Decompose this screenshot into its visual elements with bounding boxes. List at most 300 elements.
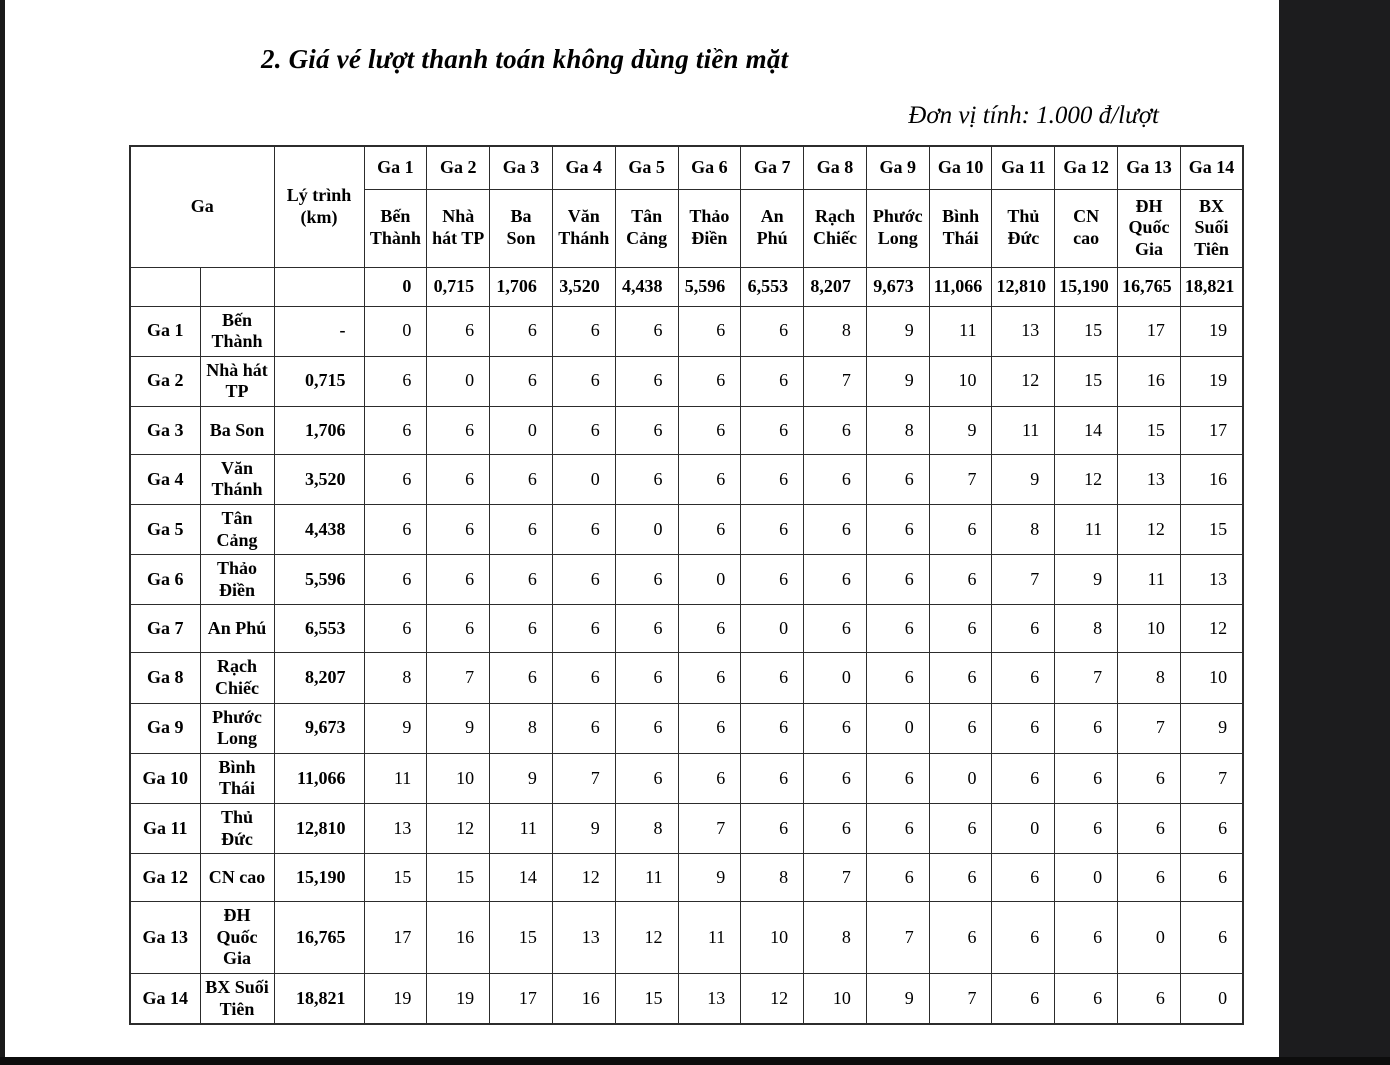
fare-cell-13-11: 6 [992, 902, 1055, 974]
fare-cell-2-2: 0 [427, 356, 490, 406]
fare-cell-10-13: 6 [1118, 753, 1181, 803]
row-code-cell: Ga 14 [130, 973, 200, 1024]
fare-cell-7-5: 6 [615, 605, 678, 653]
fare-cell-6-10: 6 [929, 555, 992, 605]
col-station-14: BX Suối Tiên [1180, 189, 1243, 267]
fare-cell-6-14: 13 [1180, 555, 1243, 605]
fare-cell-12-5: 11 [615, 854, 678, 902]
distance-row-cell-9: 9,673 [866, 267, 929, 306]
fare-cell-9-10: 6 [929, 703, 992, 753]
fare-cell-13-3: 15 [490, 902, 553, 974]
distance-row-cell-8: 8,207 [804, 267, 867, 306]
fare-cell-2-5: 6 [615, 356, 678, 406]
fare-cell-4-1: 6 [364, 454, 427, 504]
fare-cell-4-10: 7 [929, 454, 992, 504]
fare-cell-14-13: 6 [1118, 973, 1181, 1024]
fare-cell-14-11: 6 [992, 973, 1055, 1024]
fare-cell-5-1: 6 [364, 505, 427, 555]
row-code-cell: Ga 1 [130, 306, 200, 356]
fare-cell-9-11: 6 [992, 703, 1055, 753]
table-row [130, 505, 1243, 555]
fare-cell-4-4: 0 [552, 454, 615, 504]
fare-cell-9-4: 6 [552, 703, 615, 753]
fare-cell-1-12: 15 [1055, 306, 1118, 356]
fare-cell-11-9: 6 [866, 804, 929, 854]
fare-cell-7-9: 6 [866, 605, 929, 653]
fare-cell-10-7: 6 [741, 753, 804, 803]
fare-cell-13-7: 10 [741, 902, 804, 974]
fare-cell-1-10: 11 [929, 306, 992, 356]
fare-cell-14-4: 16 [552, 973, 615, 1024]
row-station-cell: Rạch Chiếc [200, 653, 274, 703]
col-code-9: Ga 9 [866, 146, 929, 189]
fare-cell-6-11: 7 [992, 555, 1055, 605]
row-station-cell: ĐH Quốc Gia [200, 902, 274, 974]
fare-cell-5-5: 0 [615, 505, 678, 555]
fare-cell-7-12: 8 [1055, 605, 1118, 653]
fare-cell-9-3: 8 [490, 703, 553, 753]
row-station-cell: CN cao [200, 854, 274, 902]
fare-cell-7-2: 6 [427, 605, 490, 653]
fare-cell-3-9: 8 [866, 406, 929, 454]
fare-cell-12-1: 15 [364, 854, 427, 902]
fare-cell-2-9: 9 [866, 356, 929, 406]
fare-cell-4-12: 12 [1055, 454, 1118, 504]
fare-cell-10-2: 10 [427, 753, 490, 803]
col-station-7: An Phú [741, 189, 804, 267]
fare-cell-4-8: 6 [804, 454, 867, 504]
fare-cell-13-2: 16 [427, 902, 490, 974]
distance-row-cell-12: 15,190 [1055, 267, 1118, 306]
row-distance-cell: 6,553 [274, 605, 364, 653]
fare-cell-13-14: 6 [1180, 902, 1243, 974]
fare-cell-1-3: 6 [490, 306, 553, 356]
fare-cell-4-2: 6 [427, 454, 490, 504]
fare-cell-6-12: 9 [1055, 555, 1118, 605]
fare-cell-4-13: 13 [1118, 454, 1181, 504]
fare-cell-14-1: 19 [364, 973, 427, 1024]
fare-cell-1-14: 19 [1180, 306, 1243, 356]
fare-cell-11-8: 6 [804, 804, 867, 854]
table-row [130, 605, 1243, 653]
col-station-3: Ba Son [490, 189, 553, 267]
fare-cell-5-14: 15 [1180, 505, 1243, 555]
fare-cell-1-1: 0 [364, 306, 427, 356]
fare-cell-5-11: 8 [992, 505, 1055, 555]
fare-cell-2-1: 6 [364, 356, 427, 406]
row-code-cell: Ga 11 [130, 804, 200, 854]
fare-cell-10-12: 6 [1055, 753, 1118, 803]
fare-cell-7-14: 12 [1180, 605, 1243, 653]
fare-cell-11-7: 6 [741, 804, 804, 854]
fare-cell-11-6: 7 [678, 804, 741, 854]
blank-cell [130, 267, 200, 306]
row-distance-cell: 8,207 [274, 653, 364, 703]
fare-cell-1-5: 6 [615, 306, 678, 356]
fare-cell-8-9: 6 [866, 653, 929, 703]
col-code-2: Ga 2 [427, 146, 490, 189]
fare-cell-6-5: 6 [615, 555, 678, 605]
fare-cell-5-4: 6 [552, 505, 615, 555]
fare-cell-4-11: 9 [992, 454, 1055, 504]
row-distance-cell: 12,810 [274, 804, 364, 854]
row-code-cell: Ga 10 [130, 753, 200, 803]
fare-cell-14-6: 13 [678, 973, 741, 1024]
fare-cell-1-7: 6 [741, 306, 804, 356]
fare-cell-10-4: 7 [552, 753, 615, 803]
fare-cell-7-4: 6 [552, 605, 615, 653]
fare-cell-13-12: 6 [1055, 902, 1118, 974]
fare-cell-3-6: 6 [678, 406, 741, 454]
fare-cell-13-6: 11 [678, 902, 741, 974]
fare-cell-9-6: 6 [678, 703, 741, 753]
row-distance-cell: 4,438 [274, 505, 364, 555]
fare-cell-8-7: 6 [741, 653, 804, 703]
fare-cell-13-13: 0 [1118, 902, 1181, 974]
fare-cell-14-7: 12 [741, 973, 804, 1024]
fare-cell-9-14: 9 [1180, 703, 1243, 753]
fare-cell-14-10: 7 [929, 973, 992, 1024]
right-letterbox-bar [1279, 0, 1390, 1065]
fare-cell-12-7: 8 [741, 854, 804, 902]
table-row [130, 902, 1243, 974]
fare-cell-10-3: 9 [490, 753, 553, 803]
fare-cell-5-13: 12 [1118, 505, 1181, 555]
fare-cell-6-2: 6 [427, 555, 490, 605]
fare-cell-10-10: 0 [929, 753, 992, 803]
fare-cell-11-4: 9 [552, 804, 615, 854]
fare-cell-14-2: 19 [427, 973, 490, 1024]
distance-row-cell-7: 6,553 [741, 267, 804, 306]
fare-cell-7-10: 6 [929, 605, 992, 653]
fare-cell-3-8: 6 [804, 406, 867, 454]
table-row [130, 356, 1243, 406]
distance-row-cell-1: 0 [364, 267, 427, 306]
row-code-cell: Ga 2 [130, 356, 200, 406]
fare-cell-3-4: 6 [552, 406, 615, 454]
fare-cell-11-10: 6 [929, 804, 992, 854]
fare-cell-12-12: 0 [1055, 854, 1118, 902]
distance-row-cell-3: 1,706 [490, 267, 553, 306]
fare-cell-1-6: 6 [678, 306, 741, 356]
distance-row-cell-2: 0,715 [427, 267, 490, 306]
col-code-14: Ga 14 [1180, 146, 1243, 189]
fare-cell-3-13: 15 [1118, 406, 1181, 454]
distance-row-cell-4: 3,520 [552, 267, 615, 306]
fare-cell-4-6: 6 [678, 454, 741, 504]
fare-cell-4-3: 6 [490, 454, 553, 504]
col-code-5: Ga 5 [615, 146, 678, 189]
fare-cell-6-8: 6 [804, 555, 867, 605]
blank-cell [200, 267, 274, 306]
col-code-10: Ga 10 [929, 146, 992, 189]
fare-cell-10-9: 6 [866, 753, 929, 803]
fare-cell-1-4: 6 [552, 306, 615, 356]
fare-cell-1-11: 13 [992, 306, 1055, 356]
fare-cell-7-11: 6 [992, 605, 1055, 653]
fare-cell-2-12: 15 [1055, 356, 1118, 406]
ga-corner-header: Ga [130, 146, 274, 267]
fare-cell-14-3: 17 [490, 973, 553, 1024]
table-row [130, 555, 1243, 605]
fare-cell-3-7: 6 [741, 406, 804, 454]
fare-cell-8-2: 7 [427, 653, 490, 703]
blank-cell [274, 267, 364, 306]
fare-cell-11-11: 0 [992, 804, 1055, 854]
fare-cell-13-5: 12 [615, 902, 678, 974]
fare-cell-3-10: 9 [929, 406, 992, 454]
fare-cell-10-6: 6 [678, 753, 741, 803]
distance-row-cell-6: 5,596 [678, 267, 741, 306]
fare-cell-1-9: 9 [866, 306, 929, 356]
fare-cell-9-2: 9 [427, 703, 490, 753]
fare-cell-1-2: 6 [427, 306, 490, 356]
fare-cell-11-2: 12 [427, 804, 490, 854]
fare-cell-5-10: 6 [929, 505, 992, 555]
fare-cell-8-6: 6 [678, 653, 741, 703]
fare-cell-8-4: 6 [552, 653, 615, 703]
fare-cell-9-8: 6 [804, 703, 867, 753]
row-code-cell: Ga 13 [130, 902, 200, 974]
fare-cell-6-13: 11 [1118, 555, 1181, 605]
fare-cell-2-8: 7 [804, 356, 867, 406]
col-station-2: Nhà hát TP [427, 189, 490, 267]
fare-cell-2-11: 12 [992, 356, 1055, 406]
fare-cell-12-4: 12 [552, 854, 615, 902]
row-station-cell: Ba Son [200, 406, 274, 454]
table-row [130, 854, 1243, 902]
fare-cell-10-14: 7 [1180, 753, 1243, 803]
fare-cell-14-14: 0 [1180, 973, 1243, 1024]
row-distance-cell: 11,066 [274, 753, 364, 803]
fare-cell-14-8: 10 [804, 973, 867, 1024]
row-code-cell: Ga 9 [130, 703, 200, 753]
row-code-cell: Ga 12 [130, 854, 200, 902]
row-code-cell: Ga 8 [130, 653, 200, 703]
fare-cell-10-8: 6 [804, 753, 867, 803]
fare-cell-11-1: 13 [364, 804, 427, 854]
fare-cell-11-12: 6 [1055, 804, 1118, 854]
col-station-12: CN cao [1055, 189, 1118, 267]
fare-cell-12-8: 7 [804, 854, 867, 902]
col-station-4: Văn Thánh [552, 189, 615, 267]
fare-cell-14-5: 15 [615, 973, 678, 1024]
fare-cell-7-13: 10 [1118, 605, 1181, 653]
col-code-4: Ga 4 [552, 146, 615, 189]
fare-cell-7-6: 6 [678, 605, 741, 653]
row-distance-cell: 9,673 [274, 703, 364, 753]
fare-cell-2-13: 16 [1118, 356, 1181, 406]
col-code-12: Ga 12 [1055, 146, 1118, 189]
fare-cell-8-13: 8 [1118, 653, 1181, 703]
fare-cell-12-14: 6 [1180, 854, 1243, 902]
row-station-cell: Thủ Đức [200, 804, 274, 854]
left-edge-bar [0, 0, 5, 1065]
row-station-cell: Phước Long [200, 703, 274, 753]
fare-cell-6-4: 6 [552, 555, 615, 605]
fare-cell-5-3: 6 [490, 505, 553, 555]
fare-cell-3-14: 17 [1180, 406, 1243, 454]
table-row [130, 454, 1243, 504]
col-code-1: Ga 1 [364, 146, 427, 189]
fare-cell-2-7: 6 [741, 356, 804, 406]
col-station-13: ĐH Quốc Gia [1118, 189, 1181, 267]
fare-cell-4-9: 6 [866, 454, 929, 504]
col-station-1: Bến Thành [364, 189, 427, 267]
fare-table-header [130, 146, 1243, 267]
col-code-3: Ga 3 [490, 146, 553, 189]
row-distance-cell: 1,706 [274, 406, 364, 454]
fare-cell-5-6: 6 [678, 505, 741, 555]
fare-cell-2-6: 6 [678, 356, 741, 406]
fare-cell-2-14: 19 [1180, 356, 1243, 406]
table-row [130, 804, 1243, 854]
distance-row-cell-11: 12,810 [992, 267, 1055, 306]
fare-cell-7-3: 6 [490, 605, 553, 653]
distance-header: Lý trình (km) [274, 146, 364, 267]
fare-cell-7-8: 6 [804, 605, 867, 653]
fare-cell-7-7: 0 [741, 605, 804, 653]
col-code-13: Ga 13 [1118, 146, 1181, 189]
fare-cell-5-9: 6 [866, 505, 929, 555]
fare-cell-13-9: 7 [866, 902, 929, 974]
fare-cell-4-7: 6 [741, 454, 804, 504]
fare-cell-5-2: 6 [427, 505, 490, 555]
col-station-5: Tân Cảng [615, 189, 678, 267]
fare-cell-5-8: 6 [804, 505, 867, 555]
fare-table-body [130, 267, 1243, 1024]
fare-cell-7-1: 6 [364, 605, 427, 653]
row-station-cell: Nhà hát TP [200, 356, 274, 406]
fare-cell-6-1: 6 [364, 555, 427, 605]
row-distance-cell: 18,821 [274, 973, 364, 1024]
fare-cell-8-11: 6 [992, 653, 1055, 703]
col-station-10: Bình Thái [929, 189, 992, 267]
table-row [130, 653, 1243, 703]
fare-cell-9-1: 9 [364, 703, 427, 753]
fare-cell-10-11: 6 [992, 753, 1055, 803]
fare-cell-3-5: 6 [615, 406, 678, 454]
col-code-8: Ga 8 [804, 146, 867, 189]
fare-cell-13-1: 17 [364, 902, 427, 974]
fare-table [129, 145, 1244, 1025]
fare-cell-3-11: 11 [992, 406, 1055, 454]
fare-cell-9-9: 0 [866, 703, 929, 753]
fare-cell-1-8: 8 [804, 306, 867, 356]
fare-cell-5-7: 6 [741, 505, 804, 555]
col-station-11: Thủ Đức [992, 189, 1055, 267]
distance-row-cell-5: 4,438 [615, 267, 678, 306]
fare-cell-8-5: 6 [615, 653, 678, 703]
fare-cell-3-2: 6 [427, 406, 490, 454]
fare-cell-4-5: 6 [615, 454, 678, 504]
fare-cell-12-13: 6 [1118, 854, 1181, 902]
fare-cell-5-12: 11 [1055, 505, 1118, 555]
fare-cell-9-5: 6 [615, 703, 678, 753]
row-station-cell: BX Suối Tiên [200, 973, 274, 1024]
distance-row-cell-10: 11,066 [929, 267, 992, 306]
table-row [130, 753, 1243, 803]
fare-cell-12-9: 6 [866, 854, 929, 902]
row-distance-cell: 15,190 [274, 854, 364, 902]
fare-cell-13-8: 8 [804, 902, 867, 974]
fare-cell-2-3: 6 [490, 356, 553, 406]
fare-cell-3-12: 14 [1055, 406, 1118, 454]
fare-cell-2-4: 6 [552, 356, 615, 406]
col-station-6: Thảo Điền [678, 189, 741, 267]
col-code-11: Ga 11 [992, 146, 1055, 189]
fare-cell-8-14: 10 [1180, 653, 1243, 703]
fare-cell-12-3: 14 [490, 854, 553, 902]
table-row [130, 703, 1243, 753]
row-code-cell: Ga 7 [130, 605, 200, 653]
fare-cell-11-13: 6 [1118, 804, 1181, 854]
col-code-6: Ga 6 [678, 146, 741, 189]
table-row [130, 306, 1243, 356]
col-code-7: Ga 7 [741, 146, 804, 189]
fare-cell-8-10: 6 [929, 653, 992, 703]
row-station-cell: Văn Thánh [200, 454, 274, 504]
table-row [130, 973, 1243, 1024]
fare-cell-13-10: 6 [929, 902, 992, 974]
fare-cell-14-12: 6 [1055, 973, 1118, 1024]
row-station-cell: Tân Cảng [200, 505, 274, 555]
row-code-cell: Ga 4 [130, 454, 200, 504]
fare-cell-3-1: 6 [364, 406, 427, 454]
fare-cell-2-10: 10 [929, 356, 992, 406]
row-code-cell: Ga 3 [130, 406, 200, 454]
row-code-cell: Ga 5 [130, 505, 200, 555]
col-station-9: Phước Long [866, 189, 929, 267]
unit-note: Đơn vị tính: 1.000 đ/lượt [908, 102, 1159, 129]
fare-cell-9-7: 6 [741, 703, 804, 753]
fare-cell-8-8: 0 [804, 653, 867, 703]
fare-cell-4-14: 16 [1180, 454, 1243, 504]
fare-cell-6-3: 6 [490, 555, 553, 605]
fare-cell-11-5: 8 [615, 804, 678, 854]
fare-cell-8-3: 6 [490, 653, 553, 703]
fare-cell-12-11: 6 [992, 854, 1055, 902]
distance-row-cell-14: 18,821 [1180, 267, 1243, 306]
fare-cell-10-5: 6 [615, 753, 678, 803]
row-distance-cell: - [274, 306, 364, 356]
fare-cell-12-10: 6 [929, 854, 992, 902]
fare-cell-3-3: 0 [490, 406, 553, 454]
fare-cell-12-2: 15 [427, 854, 490, 902]
fare-cell-8-12: 7 [1055, 653, 1118, 703]
row-station-cell: Thảo Điền [200, 555, 274, 605]
fare-cell-6-9: 6 [866, 555, 929, 605]
fare-cell-6-6: 0 [678, 555, 741, 605]
col-station-8: Rạch Chiếc [804, 189, 867, 267]
fare-cell-6-7: 6 [741, 555, 804, 605]
row-distance-cell: 16,765 [274, 902, 364, 974]
row-station-cell: An Phú [200, 605, 274, 653]
bottom-edge-bar [0, 1057, 1390, 1065]
fare-cell-9-13: 7 [1118, 703, 1181, 753]
fare-cell-11-14: 6 [1180, 804, 1243, 854]
table-row [130, 406, 1243, 454]
fare-cell-9-12: 6 [1055, 703, 1118, 753]
fare-cell-1-13: 17 [1118, 306, 1181, 356]
fare-cell-14-9: 9 [866, 973, 929, 1024]
fare-cell-10-1: 11 [364, 753, 427, 803]
distance-row-cell-13: 16,765 [1118, 267, 1181, 306]
row-distance-cell: 5,596 [274, 555, 364, 605]
fare-cell-12-6: 9 [678, 854, 741, 902]
row-distance-cell: 3,520 [274, 454, 364, 504]
fare-cell-11-3: 11 [490, 804, 553, 854]
